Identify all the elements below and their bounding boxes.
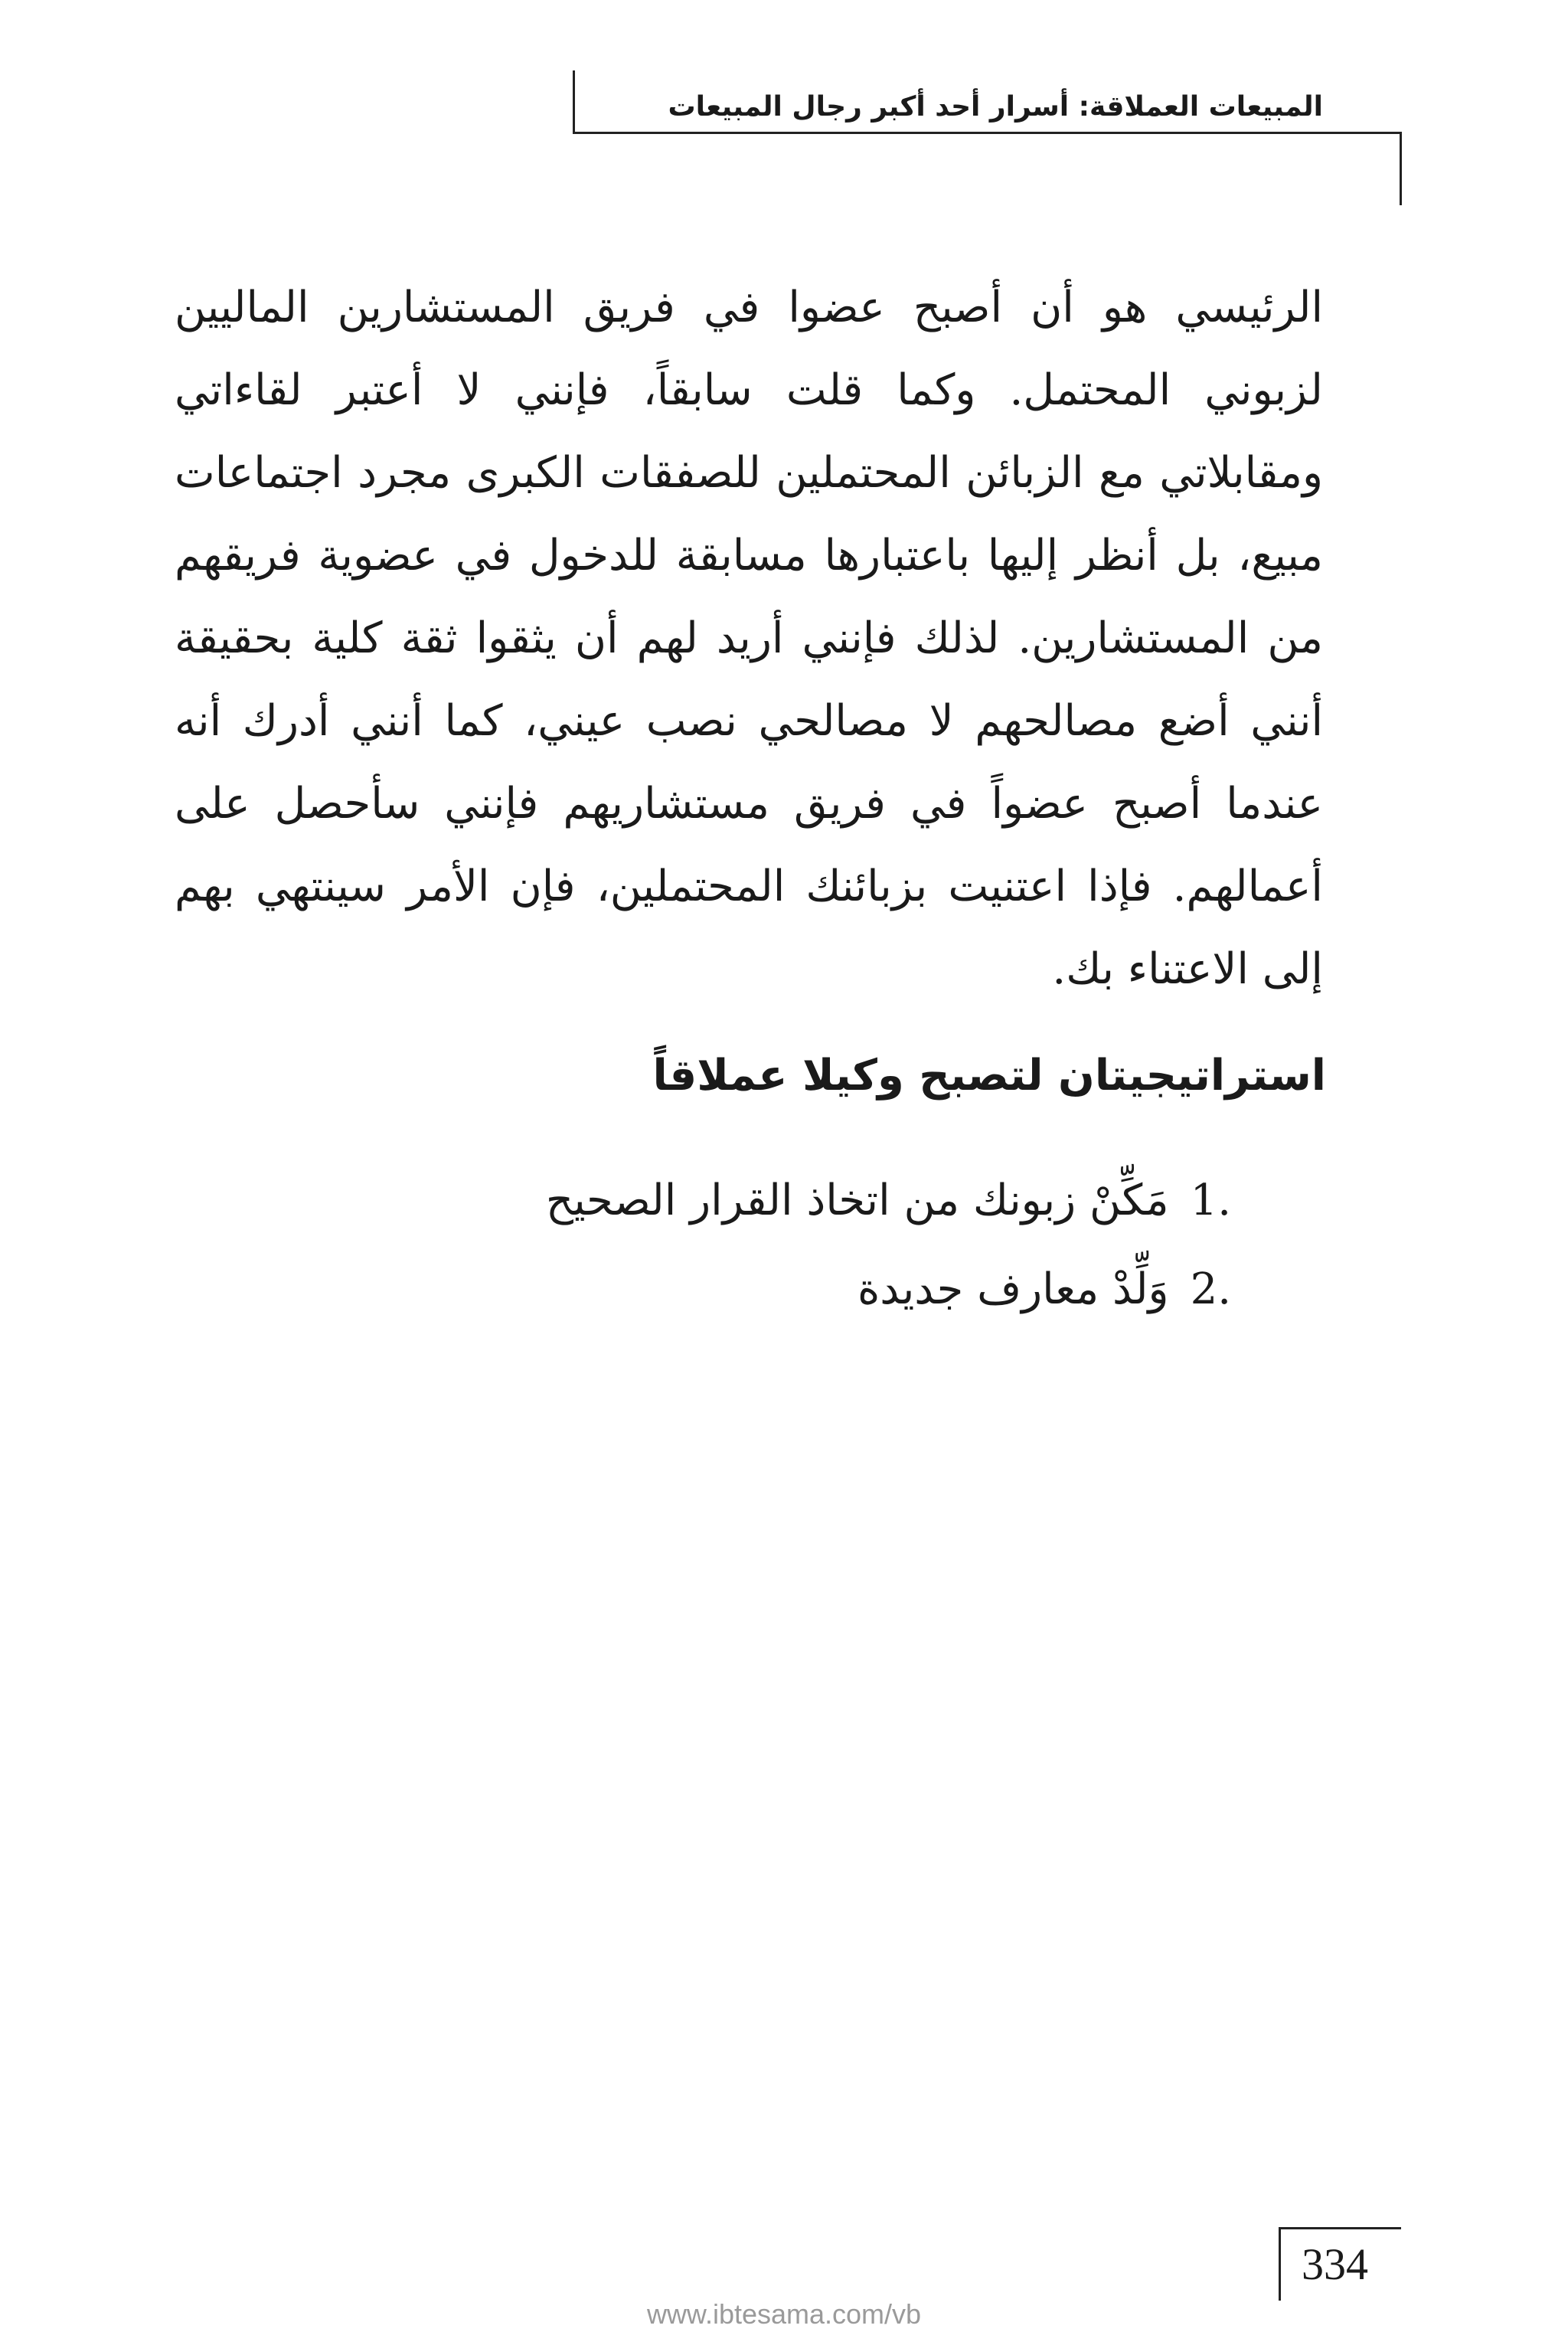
body-paragraph: الرئيسي هو أن أصبح عضوا في فريق المستشارين الماليين لزبوني المحتمل. وكما قلت سابقاً، فإنني لا أعتبر لقاءاتي ومقابلاتي مع الزبائن المحتملين للصفقات الكبرى مجرد اجتماعات مبيع، بل أنظر إليها باعتبارها مسابقة للدخول في عضوية فريقهم من المستشارين. لذلك فإنني أريد لهم أن يثقوا ثقة كلية بحقيقة أنني أضع مصالحهم لا مصالحي نصب عيني، كما أنني أدرك أنه عندما أصبح عضواً في فريق مستشاريهم فإنني سأحصل على أعمالهم. فإذا اعتنيت بزبائنك المحتملين، فإن الأمر سينتهي بهم إلى الاعتناء بك. [175,283,1323,994]
list-item-text: مَكِّنْ زبونك من اتخاذ القرار الصحيح [545,1176,1169,1225]
list-item-number: 2. [1190,1264,1231,1314]
strategy-list [312,1156,1231,1334]
page-number-frame [1279,2227,1401,2302]
page-number-rule-top [1279,2227,1401,2229]
header-rule-right [1400,132,1402,205]
header-rule-left [573,70,575,133]
section-heading: استراتيجيتان لتصبح وكيلا عملاقاً [652,1051,1326,1101]
page-number: 334 [1302,2239,1368,2289]
list-item-text: وَلِّدْ معارف جديدة [857,1264,1169,1314]
list-item [312,1156,1231,1245]
running-header-title: المبيعات العملاقة: أسرار أحد أكبر رجال المبيعات [668,91,1323,123]
watermark-url: www.ibtesama.com/vb [646,2298,922,2330]
list-item [312,1245,1231,1334]
body-text [175,267,1323,1011]
page-number-rule-left [1279,2227,1281,2301]
header-rule [573,132,1401,134]
list-item-number: 1. [1190,1176,1231,1225]
